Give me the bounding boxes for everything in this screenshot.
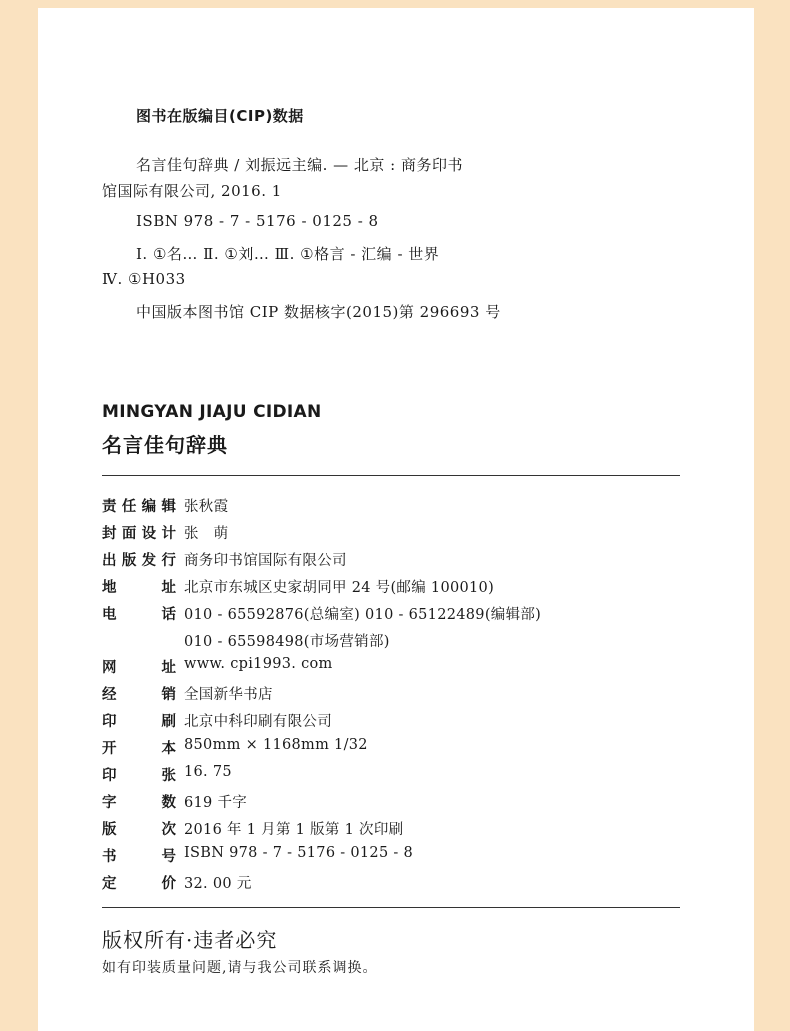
detail-value: ISBN 978 - 7 - 5176 - 0125 - 8 [184, 844, 414, 861]
detail-label: 责 任 编 辑 [102, 499, 176, 515]
detail-label: 开 本 [102, 741, 176, 758]
book-title-pinyin: MINGYAN JIAJU CIDIAN [102, 402, 322, 422]
detail-label: 经 销 [102, 687, 176, 704]
detail-value: 2016 年 1 月第 1 版第 1 次印刷 [184, 821, 404, 838]
detail-value: 16. 75 [184, 764, 232, 780]
detail-label: 出 版 发 行 [102, 552, 176, 569]
detail-value: 张 萌 [184, 525, 229, 542]
detail-label: 印 张 [102, 768, 176, 784]
cip-isbn: ISBN 978 - 7 - 5176 - 0125 - 8 [136, 212, 379, 230]
cip-record-number: 中国版本图书馆 CIP 数据核字(2015)第 296693 号 [136, 303, 501, 321]
detail-label: 字 数 [102, 794, 176, 811]
detail-value: 32. 00 元 [184, 875, 252, 892]
detail-value: 全国新华书店 [184, 687, 273, 704]
detail-value: 张秋霞 [184, 499, 229, 515]
detail-label: 书 号 [102, 848, 176, 865]
detail-value: 商务印书馆国际有限公司 [184, 552, 347, 569]
rights-statement: 版权所有·违者必究 [102, 928, 278, 952]
detail-value: 010 - 65592876(总编室) 010 - 65122489(编辑部) [184, 606, 542, 623]
cip-classification-2: Ⅳ. ①H033 [102, 270, 186, 288]
detail-label: 网 址 [102, 660, 176, 677]
detail-value: 北京市东城区史家胡同甲 24 号(邮编 100010) [184, 579, 495, 596]
detail-value: 010 - 65598498(市场营销部) [184, 633, 390, 650]
detail-label: 印 刷 [102, 714, 176, 731]
cip-line-1: 名言佳句辞典 / 刘振远主编. — 北京 : 商务印书 [136, 156, 463, 174]
cip-classification-1: Ⅰ. ①名… Ⅱ. ①刘… Ⅲ. ①格言 - 汇编 - 世界 [136, 245, 440, 263]
detail-label: 版 次 [102, 821, 176, 838]
copyright-page [38, 8, 754, 1031]
detail-value: 北京中科印刷有限公司 [184, 714, 332, 731]
quality-notice: 如有印装质量问题,请与我公司联系调换。 [102, 960, 378, 976]
detail-value: www. cpi1993. com [184, 656, 333, 673]
detail-value: 619 千字 [184, 794, 248, 811]
detail-label: 地 址 [102, 579, 176, 596]
cip-line-2: 馆国际有限公司, 2016. 1 [102, 182, 282, 200]
cip-heading: 图书在版编目(CIP)数据 [136, 107, 304, 125]
divider-top [102, 475, 680, 476]
divider-bottom [102, 907, 680, 908]
detail-label: 电 话 [102, 606, 176, 623]
book-title: 名言佳句辞典 [102, 433, 228, 457]
detail-label: 定 价 [102, 875, 176, 892]
detail-label: 封 面 设 计 [102, 525, 176, 542]
detail-value: 850mm × 1168mm 1/32 [184, 737, 368, 754]
